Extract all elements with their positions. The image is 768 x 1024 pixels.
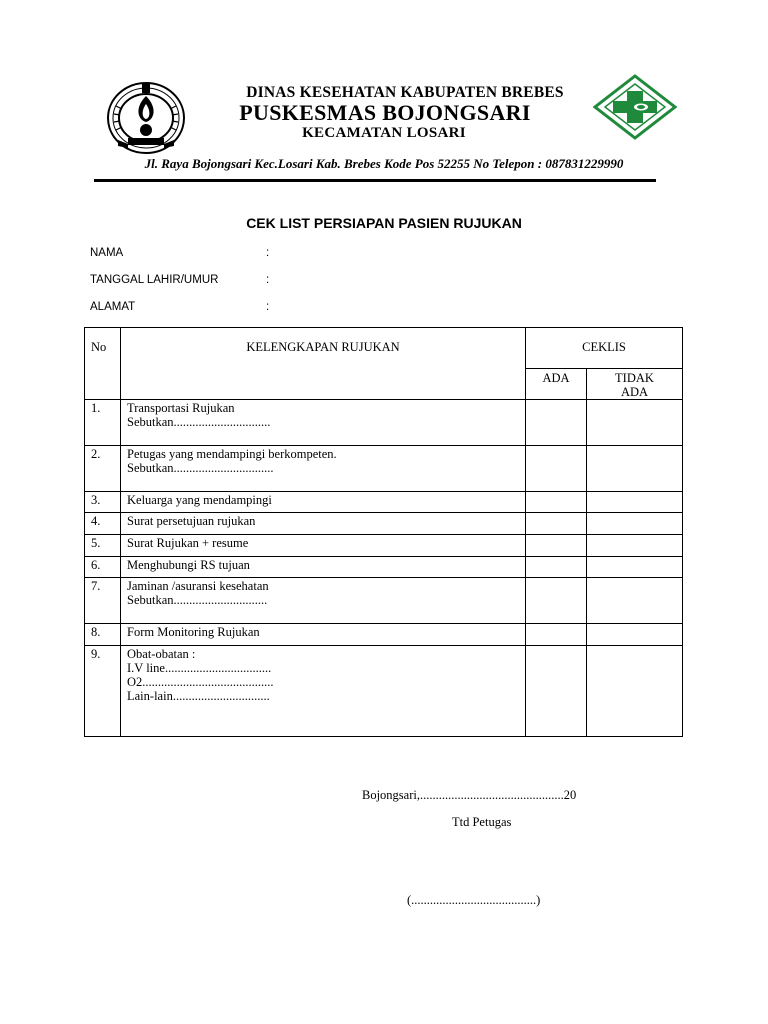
agency-name: DINAS KESEHATAN KABUPATEN BREBES: [246, 84, 564, 101]
row-item: [121, 535, 526, 557]
row-item-line: Transportasi Rujukan: [127, 401, 235, 415]
check-cell-ada[interactable]: [526, 492, 587, 513]
header-divider: [94, 179, 656, 182]
check-cell-tidak-ada[interactable]: [587, 557, 683, 578]
check-cell-tidak-ada[interactable]: [587, 513, 683, 535]
check-cell-ada[interactable]: [526, 646, 587, 737]
column-header-ada: ADA: [526, 369, 587, 400]
row-item-line: Sebutkan...............................: [127, 415, 271, 429]
check-cell-ada[interactable]: [526, 557, 587, 578]
row-item: [121, 492, 526, 513]
row-number: 8.: [85, 624, 121, 646]
field-colon: :: [266, 274, 270, 286]
column-header-no: No: [85, 328, 121, 400]
row-item: [121, 624, 526, 646]
table-row: [85, 446, 683, 492]
check-cell-ada[interactable]: [526, 535, 587, 557]
district-name: KECAMATAN LOSARI: [302, 125, 466, 141]
row-item-line: O2..........................................: [127, 675, 274, 689]
table-row: [85, 400, 683, 446]
row-item-line: Obat-obatan :: [127, 647, 196, 661]
ada-label: ADA: [620, 385, 649, 399]
table-row: [85, 578, 683, 624]
puskesmas-name: PUSKESMAS BOJONGSARI: [239, 100, 531, 125]
column-header-item: KELENGKAPAN RUJUKAN: [121, 328, 526, 400]
row-item-line: Sebutkan................................: [127, 461, 274, 475]
field-label-nama: NAMA: [90, 247, 124, 259]
row-number: 2.: [85, 446, 121, 492]
field-label-alamat: ALAMAT: [90, 301, 136, 313]
signature-name-placeholder: (........................................): [407, 893, 541, 907]
row-item-line: Sebutkan..............................: [127, 593, 268, 607]
column-header-check: CEKLIS: [526, 328, 683, 369]
address-line: Jl. Raya Bojongsari Kec.Losari Kab. Brebes Kode Pos 52255 No Telepon : 087831229990: [144, 156, 624, 171]
row-number: 9.: [85, 646, 121, 737]
row-item-line: Surat Rujukan + resume: [127, 536, 249, 550]
row-item-line: Lain-lain...............................: [127, 689, 270, 703]
row-item-line: Petugas yang mendampingi berkompeten.: [127, 447, 337, 461]
field-label-tanggal-lahir: TANGGAL LAHIR/UMUR: [90, 274, 219, 286]
check-cell-tidak-ada[interactable]: [587, 646, 683, 737]
row-item: [121, 578, 526, 624]
table-row: [85, 557, 683, 578]
table-row: [85, 492, 683, 513]
row-item-line: Menghubungi RS tujuan: [127, 558, 250, 572]
row-item-line: I.V line..................................: [127, 661, 272, 675]
table-body: [85, 400, 683, 737]
form-title: CEK LIST PERSIAPAN PASIEN RUJUKAN: [246, 215, 522, 231]
check-cell-tidak-ada[interactable]: [587, 624, 683, 646]
check-cell-tidak-ada[interactable]: [587, 400, 683, 446]
row-item: [121, 513, 526, 535]
row-number: 7.: [85, 578, 121, 624]
check-cell-ada[interactable]: [526, 446, 587, 492]
row-item: [121, 400, 526, 446]
check-cell-tidak-ada[interactable]: [587, 535, 683, 557]
check-cell-ada[interactable]: [526, 624, 587, 646]
check-cell-tidak-ada[interactable]: [587, 578, 683, 624]
table-row: [85, 624, 683, 646]
checklist-table: [84, 327, 683, 737]
row-number: 5.: [85, 535, 121, 557]
check-cell-ada[interactable]: [526, 578, 587, 624]
table-row: [85, 535, 683, 557]
check-cell-ada[interactable]: [526, 400, 587, 446]
row-number: 3.: [85, 492, 121, 513]
signature-role: Ttd Petugas: [452, 815, 512, 829]
table-header-row: [85, 328, 683, 369]
row-item: [121, 557, 526, 578]
column-header-tidak-ada: [587, 369, 683, 400]
row-number: 1.: [85, 400, 121, 446]
place-date: Bojongsari,..............................................20: [362, 788, 577, 802]
table-row: [85, 513, 683, 535]
row-item: [121, 646, 526, 737]
row-item-line: Keluarga yang mendampingi: [127, 493, 272, 507]
row-item-line: Surat persetujuan rujukan: [127, 514, 256, 528]
row-number: 6.: [85, 557, 121, 578]
row-item-line: Jaminan /asuransi kesehatan: [127, 579, 269, 593]
field-colon: :: [266, 301, 270, 313]
field-colon: :: [266, 247, 270, 259]
check-cell-tidak-ada[interactable]: [587, 446, 683, 492]
row-item: [121, 446, 526, 492]
tidak-label: TIDAK: [615, 371, 654, 385]
table-row: [85, 646, 683, 737]
row-item-line: Form Monitoring Rujukan: [127, 625, 260, 639]
row-number: 4.: [85, 513, 121, 535]
check-cell-ada[interactable]: [526, 513, 587, 535]
check-cell-tidak-ada[interactable]: [587, 492, 683, 513]
